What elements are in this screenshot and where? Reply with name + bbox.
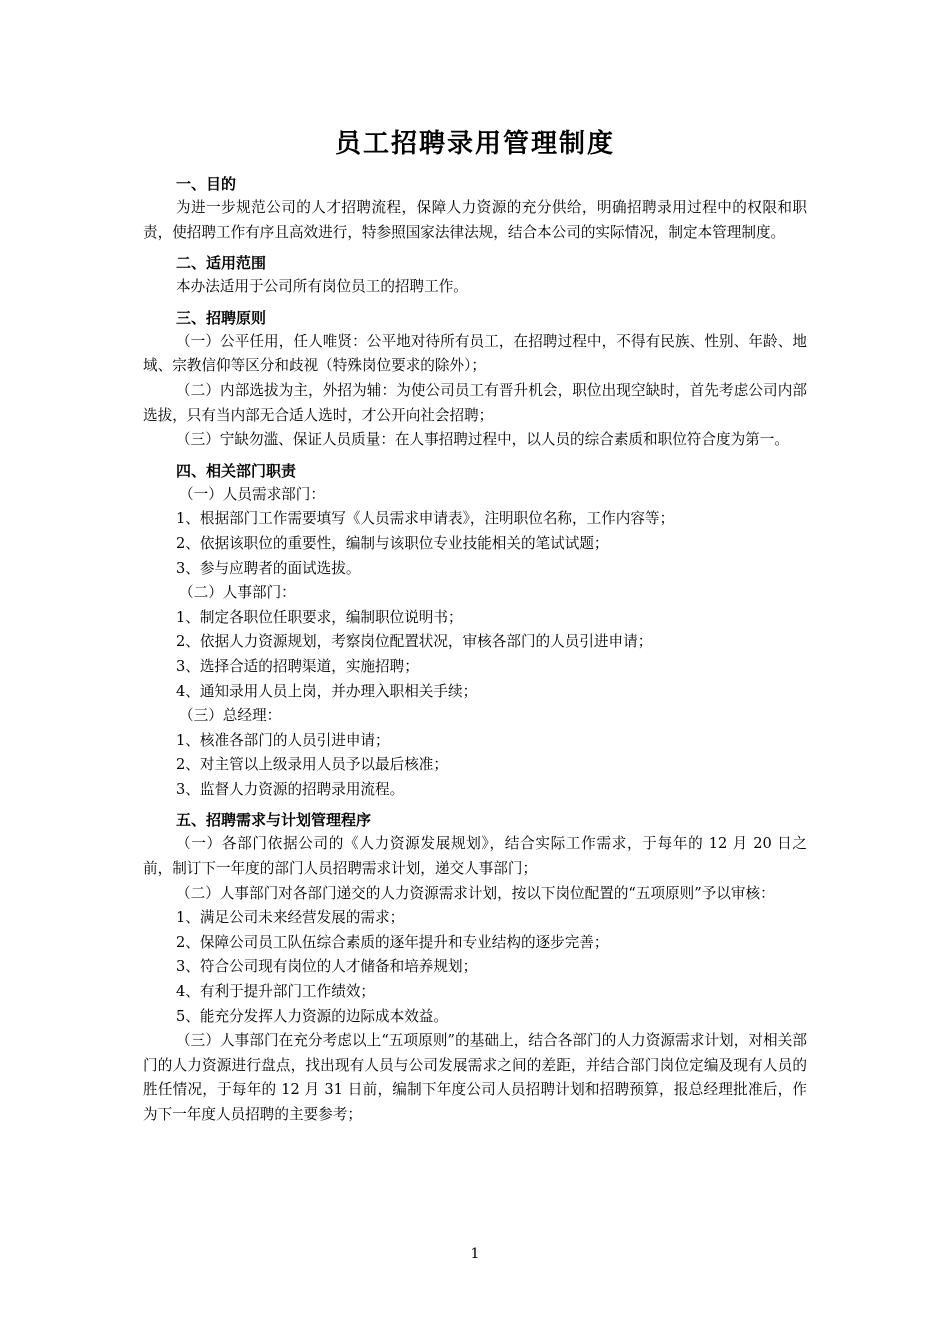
- section-heading: 二、适用范围: [176, 254, 267, 273]
- paragraph: （三）宁缺勿滥、保证人员质量：在人事招聘过程中，以人员的综合素质和职位符合度为第一。: [176, 431, 789, 449]
- section-planning: [143, 808, 807, 1127]
- section-heading: 四、相关部门职责: [176, 461, 297, 480]
- list-item: 2、依据该职位的重要性，编制与该职位专业技能相关的笔试试题；: [176, 534, 609, 552]
- paragraph: （三）人事部门在充分考虑以上“五项原则”的基础上，结合各部门的人力资源需求计划，对相关部门的人力资源进行盘点，找出现有人员与公司发展需求之间的差距，并结合部门岗位定编及现有人员的胜任情况，于每年的 12 月 31 日前，编制下年度公司人员招聘计划和招聘预算，报总经理批准后，作为下一年度人员招聘的主要参考；: [143, 1032, 807, 1123]
- list-item: 2、保障公司员工队伍综合素质的逐年提升和专业结构的逐步完善；: [176, 933, 609, 951]
- document-body: [143, 122, 807, 1134]
- section-scope: [143, 251, 807, 300]
- document-title: 员工招聘录用管理制度: [334, 129, 615, 159]
- list-item: 1、满足公司未来经营发展的需求；: [176, 909, 405, 927]
- page-number: 1: [470, 1246, 480, 1262]
- list-item: 2、依据人力资源规划，考察岗位配置状况，审核各部门的人员引进申请；: [176, 633, 653, 651]
- paragraph: 为进一步规范公司的人才招聘流程，保障人力资源的充分供给，明确招聘录用过程中的权限和职责，使招聘工作有序且高效进行，特参照国家法律法规，结合本公司的实际情况，制定本管理制度。: [143, 199, 807, 241]
- list-item: 5、能充分发挥人力资源的边际成本效益。: [176, 1007, 448, 1025]
- paragraph: （一）各部门依据公司的《人力资源发展规划》，结合实际工作需求，于每年的 12 月 20 日之前，制订下一年度的部门人员招聘需求计划，递交人事部门；: [143, 835, 807, 878]
- list-item: 4、通知录用人员上岗，并办理入职相关手续；: [176, 682, 478, 700]
- list-item: 1、根据部门工作需要填写《人员需求申请表》，注明职位名称，工作内容等；: [176, 510, 675, 528]
- section-purpose: [143, 172, 807, 245]
- sub-heading: （二）人事部门：: [179, 584, 296, 602]
- section-heading: 三、招聘原则: [176, 308, 267, 327]
- list-item: 1、制定各职位任职要求，编制职位说明书；: [176, 608, 463, 626]
- paragraph: （二）人事部门对各部门递交的人力资源需求计划，按以下岗位配置的“五项原则”予以审核：: [176, 884, 775, 902]
- section-heading: 五、招聘需求与计划管理程序: [176, 811, 372, 830]
- paragraph: 本办法适用于公司所有岗位员工的招聘工作。: [176, 278, 468, 296]
- section-heading: 一、目的: [176, 175, 237, 193]
- list-item: 3、参与应聘者的面试选拔。: [176, 559, 361, 577]
- list-item: 3、符合公司现有岗位的人才储备和培养规划；: [176, 958, 478, 976]
- list-item: 4、有利于提升部门工作绩效；: [176, 983, 376, 1001]
- paragraph: （二）内部选拔为主，外招为辅：为使公司员工有晋升机会，职位出现空缺时，首先考虑公司内部选拔，只有当内部无合适人选时，才公开向社会招聘；: [143, 381, 807, 424]
- section-principles: [143, 306, 807, 453]
- paragraph: （一）公平任用，任人唯贤：公平地对待所有员工，在招聘过程中，不得有民族、性别、年龄、地域、宗教信仰等区分和歧视（特殊岗位要求的除外）；: [143, 332, 807, 375]
- list-item: 3、选择合适的招聘渠道，实施招聘；: [176, 657, 419, 675]
- list-item: 1、核准各部门的人员引进申请；: [176, 731, 390, 749]
- list-item: 2、对主管以上级录用人员予以最后核准；: [176, 756, 448, 774]
- list-item: 3、监督人力资源的招聘录用流程。: [176, 780, 405, 798]
- section-responsibilities: [143, 459, 807, 803]
- sub-heading: （一）人员需求部门：: [179, 485, 325, 503]
- sub-heading: （三）总经理：: [179, 707, 282, 725]
